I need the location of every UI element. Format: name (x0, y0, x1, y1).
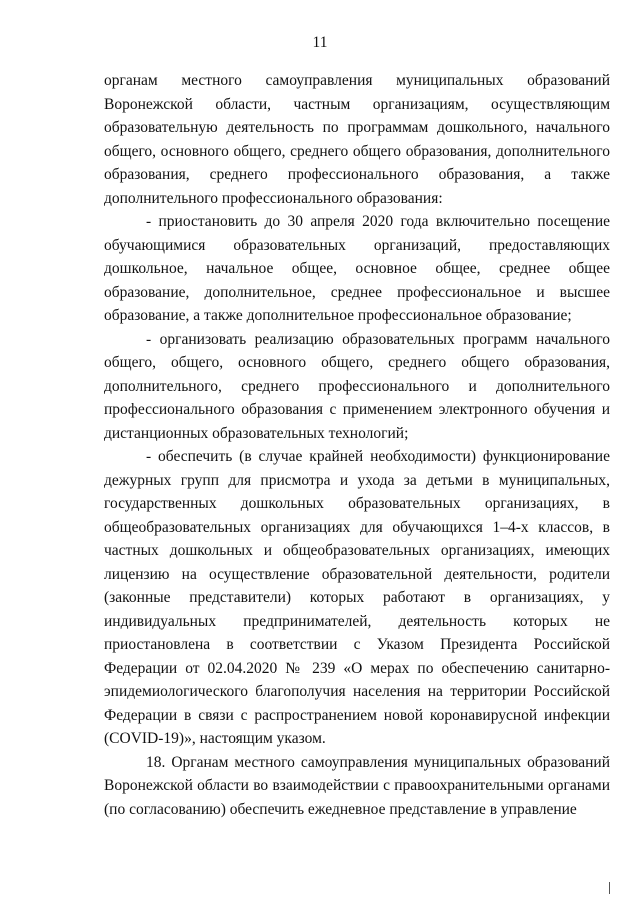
scan-mark (609, 882, 610, 894)
paragraph-suspend-attendance: - приостановить до 30 апреля 2020 года включительно посещение обучающимися образовательных организаций, предоставляющих дошкольное, начальное общее, основное общее, среднее общее образование, дополнительное, среднее профессиональное и высшее образование, а также дополнительное профессиональное образование; (104, 213, 610, 324)
paragraph-duty-groups: - обеспечить (в случае крайней необходимости) функционирование дежурных групп для присмотра и ухода за детьми в муниципальных, государственных дошкольных образовательных организациях, в общеобразовательных организациях для обучающихся 1–4-х классов, в частных дошкольных и общеобразовательных организациях, имеющих лицензию на осуществление образовательной деятельности, родители (законные представители) которых работают в организациях, у индивидуальных предпринимателей, деятельность которых не приостановлена в соответствии с Указом Президента Российской Федерации от 02.04.2020 № 239 «О мерах по обеспечению санитарно-эпидемиологического благополучия населения на территории Российской Федерации в связи с распространением новой коронавирусной инфекции (COVID-19)», настоящим указом. (104, 448, 610, 747)
paragraph-intro: органам местного самоуправления муниципальных образований Воронежской области, частным организациям, осуществляющим образовательную деятельность по программам дошкольного, начального общего, основного общего, среднего общего образования, дополнительного образования, среднего профессионального образования, а также дополнительного профессионального образования: (104, 72, 610, 207)
page-number: 11 (312, 34, 328, 51)
paragraph-distance-learning: - организовать реализацию образовательных программ начального общего, общего, основного общего, среднего общего образования, дополнительного, среднего профессионального и дополнительного профессионального образования с применением электронного обучения и дистанционных образовательных технологий; (104, 330, 610, 442)
document-body (104, 69, 610, 821)
paragraph-item-18: 18. Органам местного самоуправления муниципальных образований Воронежской области во взаимодействии с правоохранительными органами (по согласованию) обеспечить ежедневное представление в управление (104, 753, 610, 818)
